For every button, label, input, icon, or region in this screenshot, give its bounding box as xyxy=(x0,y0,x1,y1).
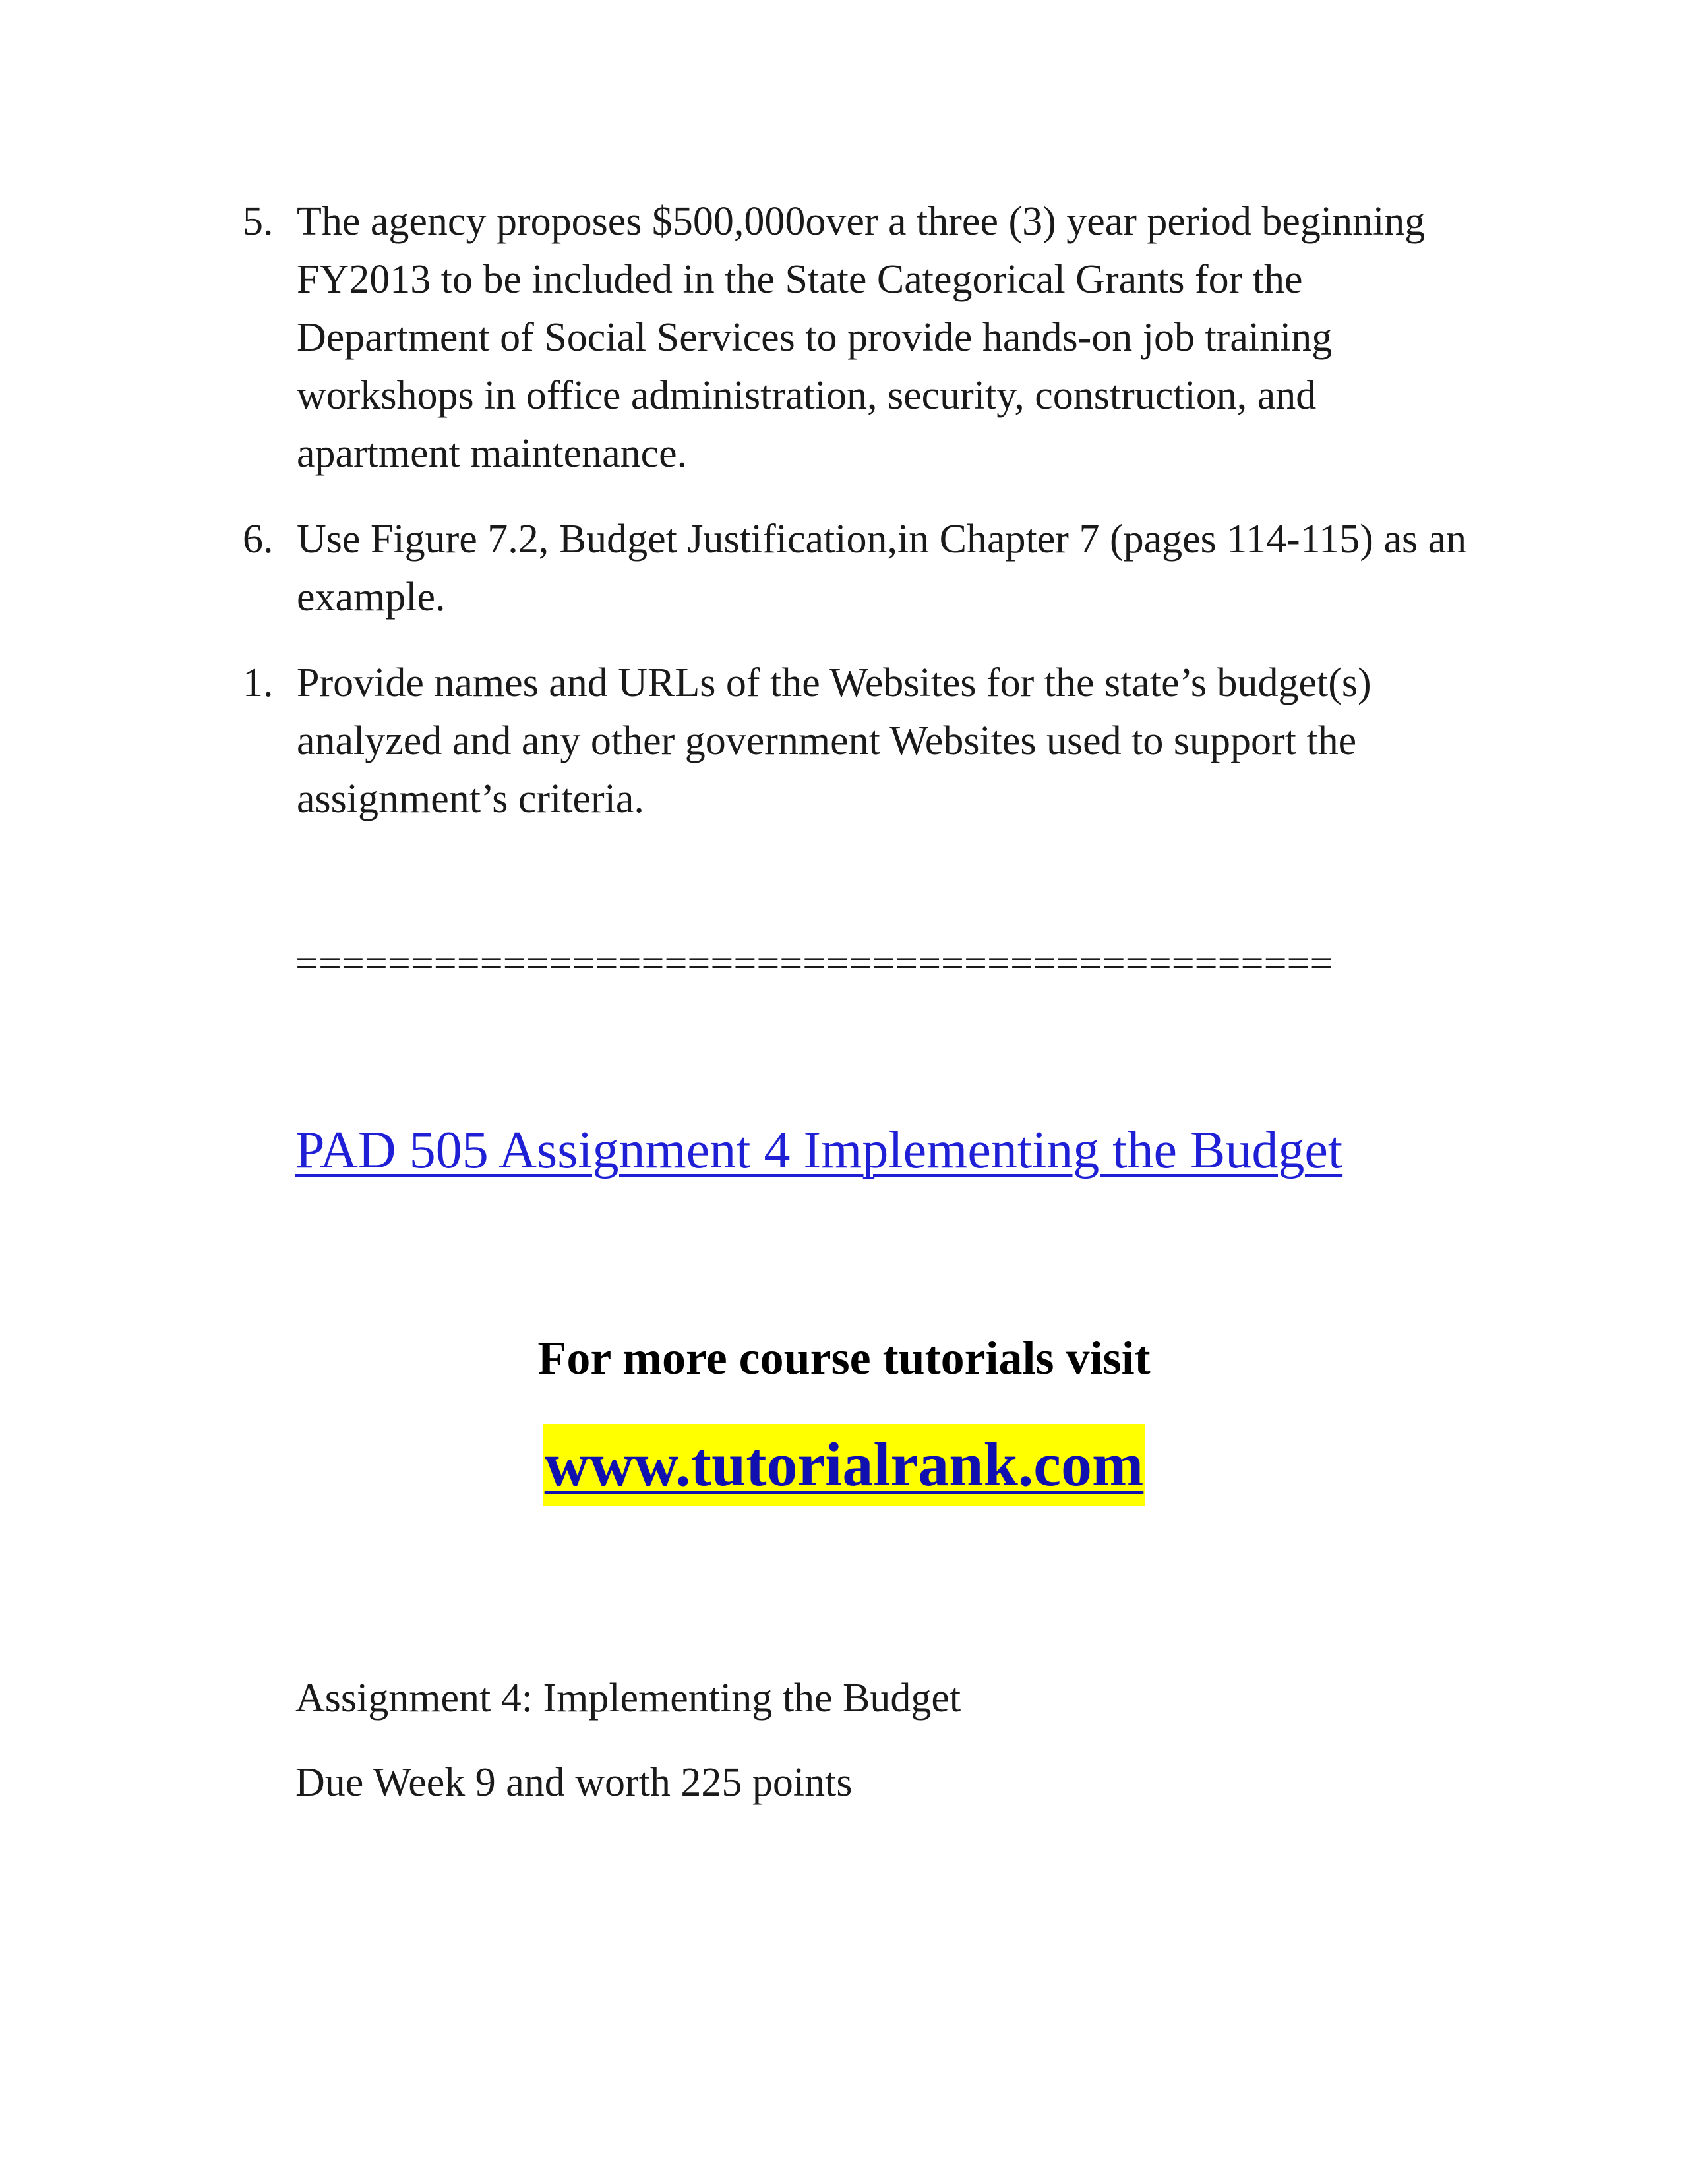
promo-text: For more course tutorials visit xyxy=(537,1332,1151,1384)
promo-link-container xyxy=(0,1424,1688,1510)
numbered-list xyxy=(243,192,1509,856)
list-item-text: Provide names and URLs of the Websites for the state’s budget(s) analyzed and any other government Websites used to support the assignment’s criteria. xyxy=(297,661,1372,821)
list-item xyxy=(243,192,1509,483)
due-date-text: Due Week 9 and worth 225 points xyxy=(295,1760,853,1805)
list-item xyxy=(243,654,1509,828)
list-item-number: 5. xyxy=(243,199,274,244)
list-item-number: 1. xyxy=(243,661,274,705)
separator-line: ============================================= xyxy=(295,941,1333,986)
assignment-heading: Assignment 4: Implementing the Budget xyxy=(295,1676,961,1721)
promo-website-link[interactable]: www.tutorialrank.com xyxy=(543,1424,1145,1506)
list-item-text: The agency proposes $500,000over a three (3) year period beginning FY2013 to be included in the State Categorical Grants for the Department of Social Services to provide hands-on job training workshops in office administration, security, construction, and apartment maintenance. xyxy=(297,199,1426,476)
assignment-title-link[interactable]: PAD 505 Assignment 4 Implementing the Budget xyxy=(295,1121,1343,1179)
list-item-number: 6. xyxy=(243,517,274,562)
list-item xyxy=(243,510,1509,626)
list-item-text: Use Figure 7.2, Budget Justification,in Chapter 7 (pages 114-115) as an example. xyxy=(297,517,1467,620)
